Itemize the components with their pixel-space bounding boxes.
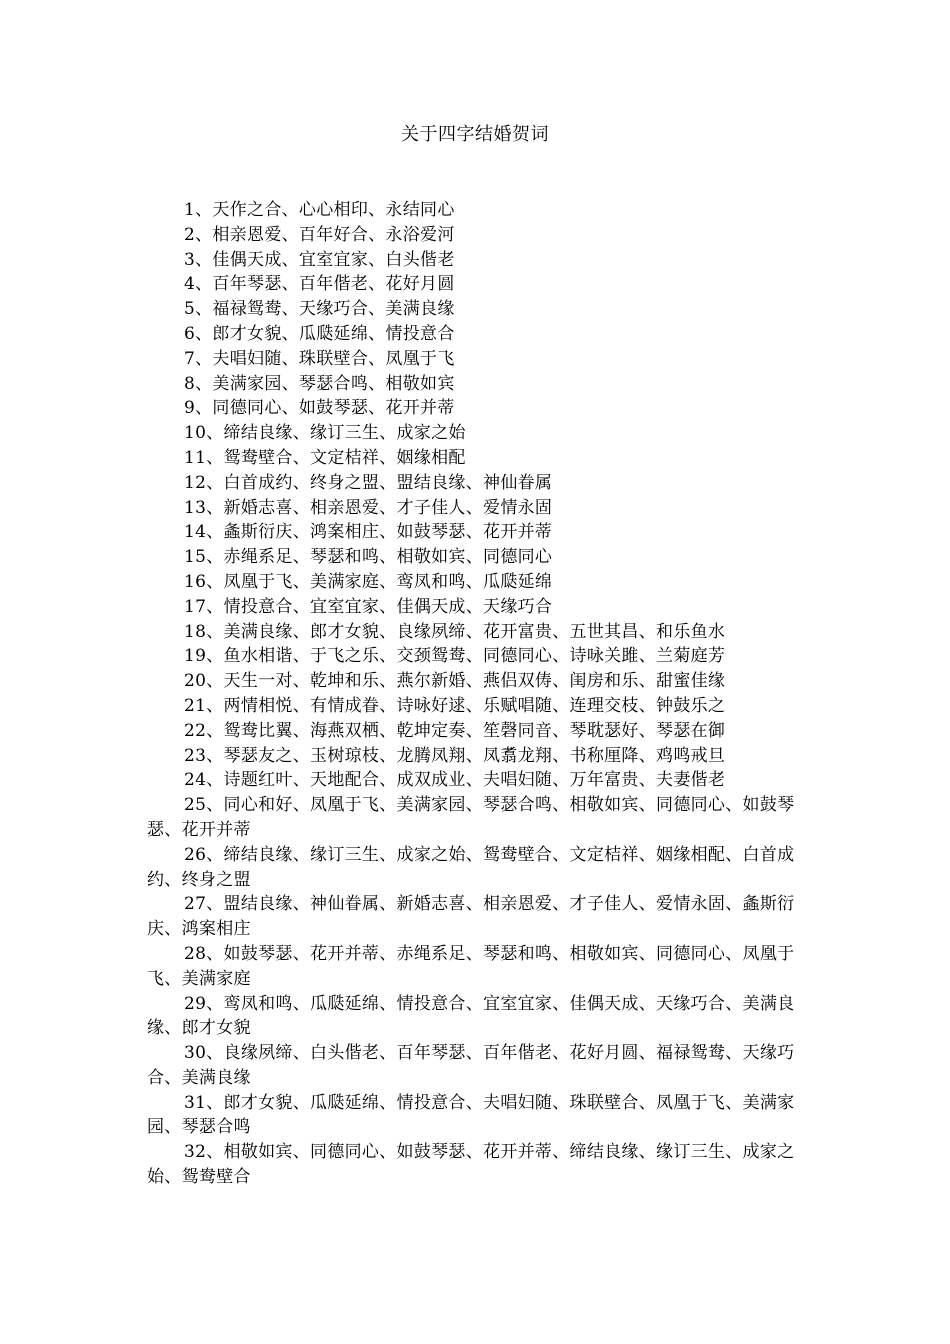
list-item: 32、相敬如宾、同德同心、如鼓琴瑟、花开并蒂、缔结良缘、缘订三生、成家之始、鸳鸯壁合	[147, 1142, 795, 1188]
list-item: 3、佳偶天成、宜室宜家、白头偕老	[184, 249, 455, 270]
list-item: 4、百年琴瑟、百年偕老、花好月圆	[184, 274, 455, 295]
list-item: 23、琴瑟友之、玉树琼枝、龙腾凤翔、凤翥龙翔、书称厘降、鸡鸣戒旦	[184, 745, 726, 766]
list-item: 18、美满良缘、郎才女貌、良缘夙缔、花开富贵、五世其昌、和乐鱼水	[184, 621, 726, 642]
list-item: 30、良缘夙缔、白头偕老、百年琴瑟、百年偕老、花好月圆、福禄鸳鸯、天缘巧合、美满良缘	[147, 1043, 795, 1088]
list-item: 6、郎才女貌、瓜瓞延绵、情投意合	[184, 323, 455, 344]
list-item: 29、鸾凤和鸣、瓜瓞延绵、情投意合、宜室宜家、佳偶天成、天缘巧合、美满良缘、郎才女貌	[147, 993, 795, 1039]
list-item: 5、福禄鸳鸯、天缘巧合、美满良缘	[184, 299, 455, 320]
list-item: 28、如鼓琴瑟、花开并蒂、赤绳系足、琴瑟和鸣、相敬如宾、同德同心、凤凰于飞、美满家庭	[147, 943, 795, 989]
list-item: 7、夫唱妇随、珠联壁合、凤凰于飞	[184, 348, 455, 369]
list-item: 26、缔结良缘、缘订三生、成家之始、鸳鸯壁合、文定桔祥、姻缘相配、白首成约、终身之盟	[147, 844, 795, 890]
list-item: 20、天生一对、乾坤和乐、燕尔新婚、燕侣双俦、闺房和乐、甜蜜佳缘	[184, 671, 726, 692]
list-item: 1、天作之合、心心相印、永结同心	[184, 200, 455, 220]
list-item: 14、螽斯衍庆、鸿案相庄、如鼓琴瑟、花开并蒂	[184, 522, 553, 543]
list-item: 25、同心和好、凤凰于飞、美满家园、琴瑟合鸣、相敬如宾、同德同心、如鼓琴瑟、花开并蒂	[147, 795, 795, 840]
list-item: 12、白首成约、终身之盟、盟结良缘、神仙眷属	[184, 472, 553, 493]
list-item: 11、鸳鸯壁合、文定桔祥、姻缘相配	[184, 447, 466, 468]
list-item: 19、鱼水相谐、于飞之乐、交颈鸳鸯、同德同心、诗咏关雎、兰菊庭芳	[184, 646, 726, 667]
list-item: 31、郎才女貌、瓜瓞延绵、情投意合、夫唱妇随、珠联壁合、凤凰于飞、美满家园、琴瑟合鸣	[147, 1092, 795, 1138]
list-item: 27、盟结良缘、神仙眷属、新婚志喜、相亲恩爱、才子佳人、爱情永固、螽斯衍庆、鸿案相庄	[147, 894, 795, 940]
list-item: 17、情投意合、宜室宜家、佳偶天成、天缘巧合	[184, 596, 553, 617]
list-item: 24、诗题红叶、天地配合、成双成业、夫唱妇随、万年富贵、夫妻偕老	[184, 770, 726, 791]
greeting-list	[147, 198, 795, 1190]
document-title: 关于四字结婚贺词	[401, 124, 549, 145]
list-item: 21、两情相悦、有情成眷、诗咏好逑、乐赋唱随、连理交枝、钟鼓乐之	[184, 695, 726, 716]
list-item: 2、相亲恩爱、百年好合、永浴爱河	[184, 224, 455, 245]
list-item: 8、美满家园、琴瑟合鸣、相敬如宾	[184, 373, 455, 394]
list-item: 9、同德同心、如鼓琴瑟、花开并蒂	[184, 398, 455, 419]
list-item: 10、缔结良缘、缘订三生、成家之始	[184, 423, 466, 444]
list-item: 13、新婚志喜、相亲恩爱、才子佳人、爱情永固	[184, 497, 553, 518]
list-item: 22、鸳鸯比翼、海燕双栖、乾坤定奏、笙磬同音、琴耽瑟好、琴瑟在御	[184, 720, 726, 741]
list-item: 16、凤凰于飞、美满家庭、鸾凤和鸣、瓜瓞延绵	[184, 571, 553, 592]
list-item: 15、赤绳系足、琴瑟和鸣、相敬如宾、同德同心	[184, 547, 553, 568]
